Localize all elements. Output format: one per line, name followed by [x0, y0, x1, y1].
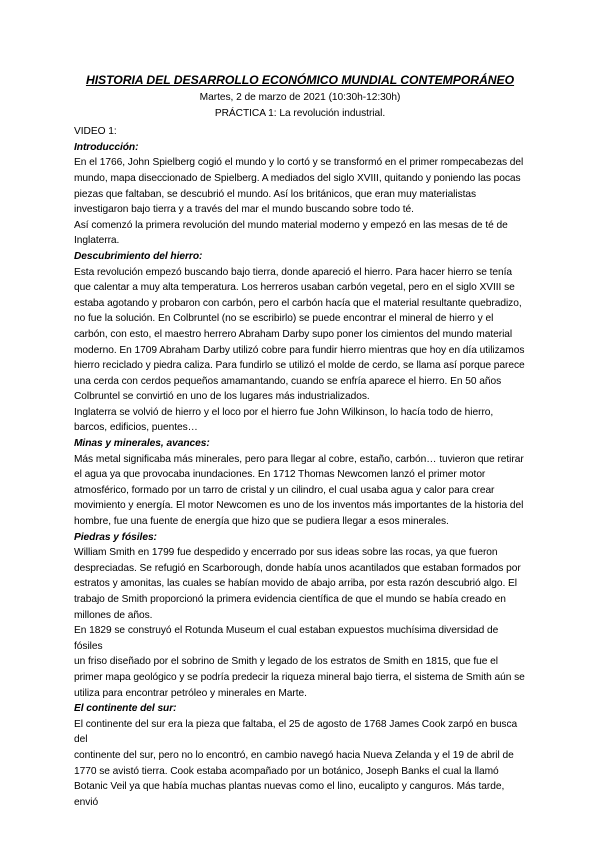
section-heading: El continente del sur:: [74, 703, 177, 715]
text-line: Más metal significaba más minerales, pero para llegar al cobre, estaño, carbón… tuvieron que retirar: [74, 453, 524, 465]
paragraph: [74, 155, 526, 217]
video-label: VIDEO 1:: [74, 126, 117, 138]
text-line: Botanic Veil ya que había muchas plantas nuevas como el lino, eucalipto y canguros. Más tarde, envió: [74, 781, 505, 808]
date-line: Martes, 2 de marzo de 2021 (10:30h-12:30h): [199, 92, 401, 103]
section-heading: Introducción:: [74, 141, 139, 153]
document-title: HISTORIA DEL DESARROLLO ECONÓMICO MUNDIAL CONTEMPORÁNEO: [85, 73, 515, 87]
text-line: trabajo de Smith proporcionó la primera evidencia científica de que el mundo se había creado en: [74, 594, 506, 605]
text-line: Colbruntel se convirtió en uno de los lugares más industrializados.: [74, 391, 370, 403]
text-line: no fue la solución. En Colbruntel (no se escribirlo) se puede encontrar el mineral de hierro y el: [74, 313, 494, 325]
paragraph: [74, 623, 526, 701]
paragraph: [74, 218, 526, 249]
paragraph: [74, 717, 526, 811]
paragraph: [74, 265, 526, 405]
document-content: [74, 72, 526, 810]
text-line: utiliza para encontrar petróleo y minerales en Marte.: [74, 687, 307, 699]
text-line: estaba agotando y probaron con carbón, pero el carbón hacía que el material resultante quebradizo,: [74, 297, 522, 309]
practice-line: PRÁCTICA 1: La revolución industrial.: [214, 107, 386, 119]
text-line: Inglaterra se volvió de hierro y el loco por el hierro fue John Wilkinson, lo hacía todo de hierro,: [74, 406, 494, 418]
text-line: carbón, con esto, el maestro herrero Abraham Darby supo poner los cimientos del mundo material: [74, 328, 513, 340]
text-line: barcos, edificios, puentes…: [74, 422, 198, 434]
text-line: un friso diseñado por el sobrino de Smith y legado de los estratos de Smith en 1815, que fue el: [74, 656, 498, 668]
text-line: El continente del sur era la pieza que faltaba, el 25 de agosto de 1768 James Cook zarpó en busca del: [74, 718, 518, 746]
text-line: investigaron bajo tierra y a través del mar el mundo buscando sobre todo té.: [74, 204, 414, 216]
text-line: piezas que faltaban, se descubrió el mundo. Así los británicos, que eran muy materialistas: [74, 188, 477, 200]
text-line: Así comenzó la primera revolución del mundo material moderno y empezó en las mesas de té de: [74, 219, 508, 231]
paragraph: [74, 405, 526, 436]
text-line: hierro reciclado y piedra caliza. Para fundirlo se utilizó el molde de cerdo, se llama así porque parece: [74, 360, 525, 372]
text-line: hombre, fue una fuente de energía que hizo que se pudiera llegar a esos minerales.: [74, 516, 449, 528]
text-line: que calentar a muy alta temperatura. Los herreros usaban carbón vegetal, pero en el siglo XVIII se: [74, 282, 515, 294]
text-line: moderno. En 1709 Abraham Darby utilizó cobre para fundir hierro mientras que hoy en día utilizamos: [74, 344, 525, 356]
paragraph: [74, 545, 526, 623]
paragraph: [74, 452, 526, 530]
text-line: En el 1766, John Spielberg cogió el mundo y lo cortó y se transformó en el primer rompecabezas del: [74, 157, 524, 169]
text-line: una cerda con cerdos pequeños amamantando, cuando se enfría aparece el hierro. En 50 años: [74, 375, 502, 387]
text-line: estratos y amonitas, las cuales se habían movido de abajo arriba, por esta razón descubrió algo. El: [74, 578, 517, 590]
text-line: movimiento y energía. El motor Newcomen es uno de los inventos más importantes de la historia del: [74, 500, 524, 512]
text-line: atmosférico, formado por un tarro de cristal y un cilindro, el cual usaba agua y calor para crear: [74, 484, 495, 496]
text-line: William Smith en 1799 fue despedido y encerrado por sus ideas sobre las rocas, ya que fueron: [74, 547, 498, 559]
text-line: continente del sur, pero no lo encontró, en cambio navegó hacia Nueva Zelanda y el 19 de abril de: [74, 749, 514, 761]
sections-container: [74, 140, 526, 811]
section-heading: Minas y minerales, avances:: [74, 438, 210, 450]
text-line: Inglaterra.: [74, 235, 120, 247]
section-heading: Descubrimiento del hierro:: [74, 250, 203, 262]
text-line: el agua ya que provocaba inundaciones. En 1712 Thomas Newcomen lanzó el primer motor: [74, 469, 486, 481]
text-line: 1770 se avistó tierra. Cook estaba acompañado por un botánico, Joseph Banks el cual la llamó: [74, 765, 499, 777]
section-heading: Piedras y fósiles:: [74, 531, 157, 543]
text-line: millones de años.: [74, 609, 153, 621]
text-line: mundo, mapa diseccionado de Spielberg. A mediados del siglo XVIII, quitando y poniendo las pocas: [74, 172, 521, 184]
text-line: En 1829 se construyó el Rotunda Museum el cual estaban expuestos muchísima diversidad de fósiles: [74, 625, 499, 652]
text-line: despreciadas. Se refugió en Scarborough, donde había unos acantilados que estaban formados por: [74, 562, 521, 574]
text-line: primer mapa geológico y se podría predecir la riqueza mineral bajo tierra, el sistema de Smith aún se: [74, 671, 525, 683]
text-line: Esta revolución empezó buscando bajo tierra, donde apareció el hierro. Para hacer hierro se tenía: [74, 266, 513, 278]
